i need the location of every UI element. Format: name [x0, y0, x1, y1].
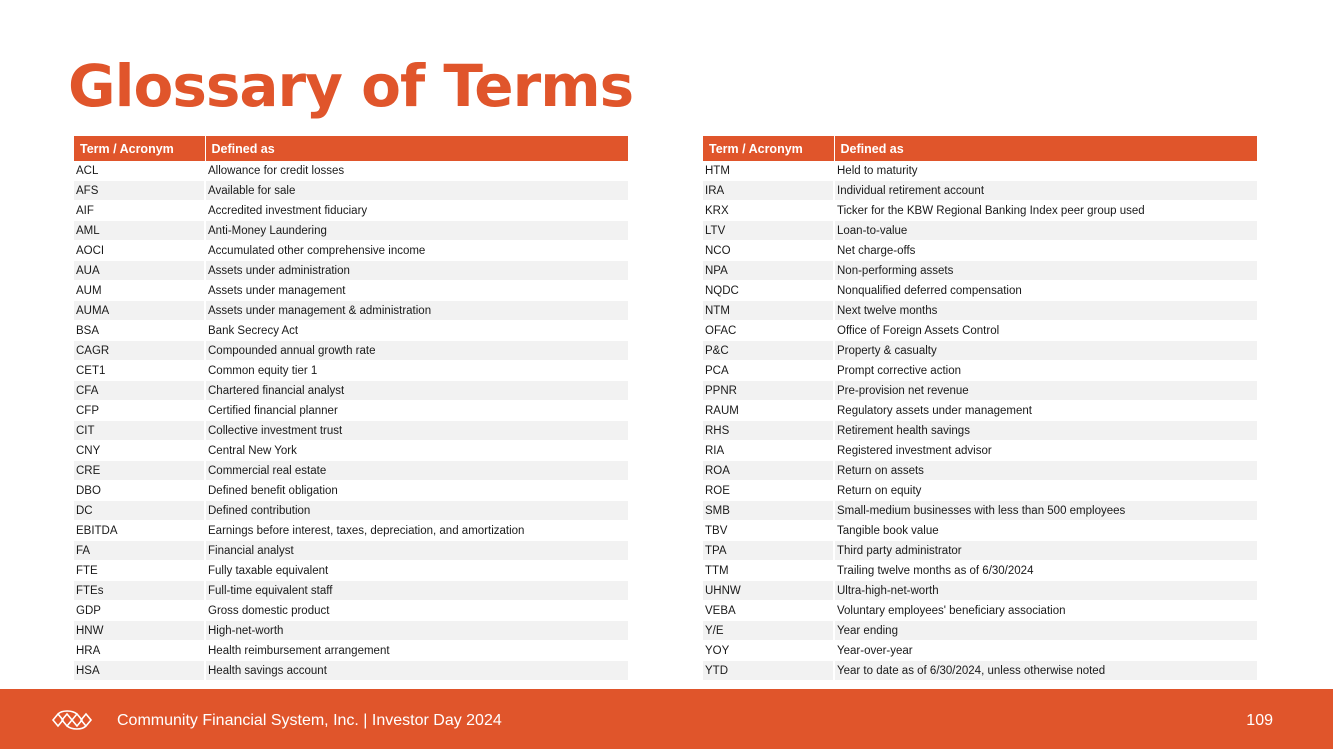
- term-cell: FTE: [74, 561, 205, 581]
- table-row: [703, 501, 1257, 521]
- table-row: [703, 401, 1257, 421]
- definition-cell: High-net-worth: [205, 621, 628, 641]
- table-row: [74, 181, 628, 201]
- table-row: [703, 301, 1257, 321]
- term-cell: RIA: [703, 441, 834, 461]
- definition-cell: Ultra-high-net-worth: [834, 581, 1257, 601]
- term-cell: FTEs: [74, 581, 205, 601]
- term-cell: CFA: [74, 381, 205, 401]
- table-row: [74, 421, 628, 441]
- definition-cell: Ticker for the KBW Regional Banking Index peer group used: [834, 201, 1257, 221]
- definition-cell: Return on assets: [834, 461, 1257, 481]
- definition-cell: Return on equity: [834, 481, 1257, 501]
- table-row: [703, 341, 1257, 361]
- term-cell: TPA: [703, 541, 834, 561]
- table-row: [703, 201, 1257, 221]
- table-row: [703, 561, 1257, 581]
- term-cell: AUA: [74, 261, 205, 281]
- term-cell: EBITDA: [74, 521, 205, 541]
- term-cell: AOCI: [74, 241, 205, 261]
- table-row: [703, 181, 1257, 201]
- term-cell: IRA: [703, 181, 834, 201]
- definition-cell: Tangible book value: [834, 521, 1257, 541]
- term-cell: UHNW: [703, 581, 834, 601]
- table-row: [703, 321, 1257, 341]
- glossary-table-right: [703, 136, 1257, 681]
- definition-cell: Financial analyst: [205, 541, 628, 561]
- term-cell: HNW: [74, 621, 205, 641]
- definition-cell: Non-performing assets: [834, 261, 1257, 281]
- table-row: [74, 321, 628, 341]
- table-row: [703, 581, 1257, 601]
- footer-bar: [0, 689, 1333, 749]
- definition-cell: Allowance for credit losses: [205, 161, 628, 181]
- table-row: [74, 641, 628, 661]
- term-cell: OFAC: [703, 321, 834, 341]
- definition-cell: Compounded annual growth rate: [205, 341, 628, 361]
- table-row: [74, 661, 628, 681]
- table-row: [703, 421, 1257, 441]
- term-cell: NQDC: [703, 281, 834, 301]
- definition-cell: Full-time equivalent staff: [205, 581, 628, 601]
- table-row: [74, 261, 628, 281]
- table-header-row: [703, 136, 1257, 161]
- term-cell: AFS: [74, 181, 205, 201]
- table-row: [74, 581, 628, 601]
- definition-cell: Earnings before interest, taxes, depreciation, and amortization: [205, 521, 628, 541]
- definition-cell: Certified financial planner: [205, 401, 628, 421]
- definition-cell: Held to maturity: [834, 161, 1257, 181]
- definition-cell: Voluntary employees' beneficiary association: [834, 601, 1257, 621]
- table-row: [703, 461, 1257, 481]
- table-row: [703, 161, 1257, 181]
- term-cell: NCO: [703, 241, 834, 261]
- term-cell: AML: [74, 221, 205, 241]
- term-cell: GDP: [74, 601, 205, 621]
- footer-organization: Community Financial System, Inc. | Investor Day 2024: [117, 712, 502, 729]
- definition-cell: Year-over-year: [834, 641, 1257, 661]
- term-cell: NTM: [703, 301, 834, 321]
- column-header-term: Term / Acronym: [703, 136, 834, 161]
- table-row: [703, 361, 1257, 381]
- table-row: [74, 301, 628, 321]
- table-row: [74, 561, 628, 581]
- term-cell: CET1: [74, 361, 205, 381]
- term-cell: RAUM: [703, 401, 834, 421]
- definition-cell: Collective investment trust: [205, 421, 628, 441]
- definition-cell: Individual retirement account: [834, 181, 1257, 201]
- term-cell: NPA: [703, 261, 834, 281]
- table-row: [703, 541, 1257, 561]
- column-header-term: Term / Acronym: [74, 136, 205, 161]
- table-row: [74, 221, 628, 241]
- term-cell: P&C: [703, 341, 834, 361]
- page-title: Glossary of Terms: [68, 52, 634, 120]
- definition-cell: Gross domestic product: [205, 601, 628, 621]
- table-row: [74, 501, 628, 521]
- glossary-rows-left: [74, 161, 628, 681]
- term-cell: CAGR: [74, 341, 205, 361]
- table-row: [74, 541, 628, 561]
- definition-cell: Prompt corrective action: [834, 361, 1257, 381]
- column-header-defined: Defined as: [834, 136, 1257, 161]
- definition-cell: Retirement health savings: [834, 421, 1257, 441]
- definition-cell: Net charge-offs: [834, 241, 1257, 261]
- definition-cell: Accredited investment fiduciary: [205, 201, 628, 221]
- term-cell: AUM: [74, 281, 205, 301]
- term-cell: LTV: [703, 221, 834, 241]
- table-row: [703, 661, 1257, 681]
- column-header-defined: Defined as: [205, 136, 628, 161]
- table-row: [74, 161, 628, 181]
- definition-cell: Anti-Money Laundering: [205, 221, 628, 241]
- term-cell: AIF: [74, 201, 205, 221]
- table-row: [703, 281, 1257, 301]
- term-cell: ROA: [703, 461, 834, 481]
- table-header-row: [74, 136, 628, 161]
- definition-cell: Small-medium businesses with less than 500 employees: [834, 501, 1257, 521]
- term-cell: ROE: [703, 481, 834, 501]
- definition-cell: Defined benefit obligation: [205, 481, 628, 501]
- definition-cell: Fully taxable equivalent: [205, 561, 628, 581]
- term-cell: ACL: [74, 161, 205, 181]
- definition-cell: Common equity tier 1: [205, 361, 628, 381]
- term-cell: HRA: [74, 641, 205, 661]
- table-row: [74, 361, 628, 381]
- term-cell: SMB: [703, 501, 834, 521]
- definition-cell: Regulatory assets under management: [834, 401, 1257, 421]
- table-row: [74, 521, 628, 541]
- definition-cell: Registered investment advisor: [834, 441, 1257, 461]
- table-row: [703, 441, 1257, 461]
- table-row: [74, 461, 628, 481]
- definition-cell: Available for sale: [205, 181, 628, 201]
- table-row: [703, 381, 1257, 401]
- glossary-rows-right: [703, 161, 1257, 681]
- definition-cell: Loan-to-value: [834, 221, 1257, 241]
- table-row: [74, 401, 628, 421]
- definition-cell: Health reimbursement arrangement: [205, 641, 628, 661]
- definition-cell: Defined contribution: [205, 501, 628, 521]
- term-cell: CNY: [74, 441, 205, 461]
- definition-cell: Nonqualified deferred compensation: [834, 281, 1257, 301]
- table-row: [74, 241, 628, 261]
- term-cell: CFP: [74, 401, 205, 421]
- table-row: [74, 381, 628, 401]
- term-cell: CRE: [74, 461, 205, 481]
- term-cell: DBO: [74, 481, 205, 501]
- table-row: [703, 481, 1257, 501]
- table-row: [74, 341, 628, 361]
- term-cell: YTD: [703, 661, 834, 681]
- term-cell: BSA: [74, 321, 205, 341]
- definition-cell: Assets under administration: [205, 261, 628, 281]
- definition-cell: Assets under management & administration: [205, 301, 628, 321]
- term-cell: YOY: [703, 641, 834, 661]
- table-row: [703, 221, 1257, 241]
- definition-cell: Year to date as of 6/30/2024, unless otherwise noted: [834, 661, 1257, 681]
- definition-cell: Third party administrator: [834, 541, 1257, 561]
- page-number: 109: [1246, 712, 1273, 729]
- table-row: [703, 241, 1257, 261]
- definition-cell: Commercial real estate: [205, 461, 628, 481]
- term-cell: VEBA: [703, 601, 834, 621]
- term-cell: FA: [74, 541, 205, 561]
- term-cell: RHS: [703, 421, 834, 441]
- term-cell: TBV: [703, 521, 834, 541]
- term-cell: KRX: [703, 201, 834, 221]
- term-cell: PCA: [703, 361, 834, 381]
- definition-cell: Next twelve months: [834, 301, 1257, 321]
- term-cell: HTM: [703, 161, 834, 181]
- table-row: [703, 261, 1257, 281]
- table-row: [703, 521, 1257, 541]
- table-row: [74, 441, 628, 461]
- table-row: [703, 641, 1257, 661]
- term-cell: DC: [74, 501, 205, 521]
- table-row: [703, 621, 1257, 641]
- definition-cell: Health savings account: [205, 661, 628, 681]
- table-row: [703, 601, 1257, 621]
- definition-cell: Property & casualty: [834, 341, 1257, 361]
- definition-cell: Office of Foreign Assets Control: [834, 321, 1257, 341]
- table-row: [74, 621, 628, 641]
- definition-cell: Assets under management: [205, 281, 628, 301]
- interlocking-knot-logo-icon: [50, 709, 94, 736]
- term-cell: AUMA: [74, 301, 205, 321]
- table-row: [74, 201, 628, 221]
- definition-cell: Central New York: [205, 441, 628, 461]
- term-cell: TTM: [703, 561, 834, 581]
- term-cell: Y/E: [703, 621, 834, 641]
- definition-cell: Year ending: [834, 621, 1257, 641]
- term-cell: PPNR: [703, 381, 834, 401]
- definition-cell: Chartered financial analyst: [205, 381, 628, 401]
- definition-cell: Bank Secrecy Act: [205, 321, 628, 341]
- table-row: [74, 481, 628, 501]
- glossary-table-left: [74, 136, 628, 681]
- table-row: [74, 281, 628, 301]
- definition-cell: Trailing twelve months as of 6/30/2024: [834, 561, 1257, 581]
- definition-cell: Accumulated other comprehensive income: [205, 241, 628, 261]
- term-cell: CIT: [74, 421, 205, 441]
- table-row: [74, 601, 628, 621]
- term-cell: HSA: [74, 661, 205, 681]
- definition-cell: Pre-provision net revenue: [834, 381, 1257, 401]
